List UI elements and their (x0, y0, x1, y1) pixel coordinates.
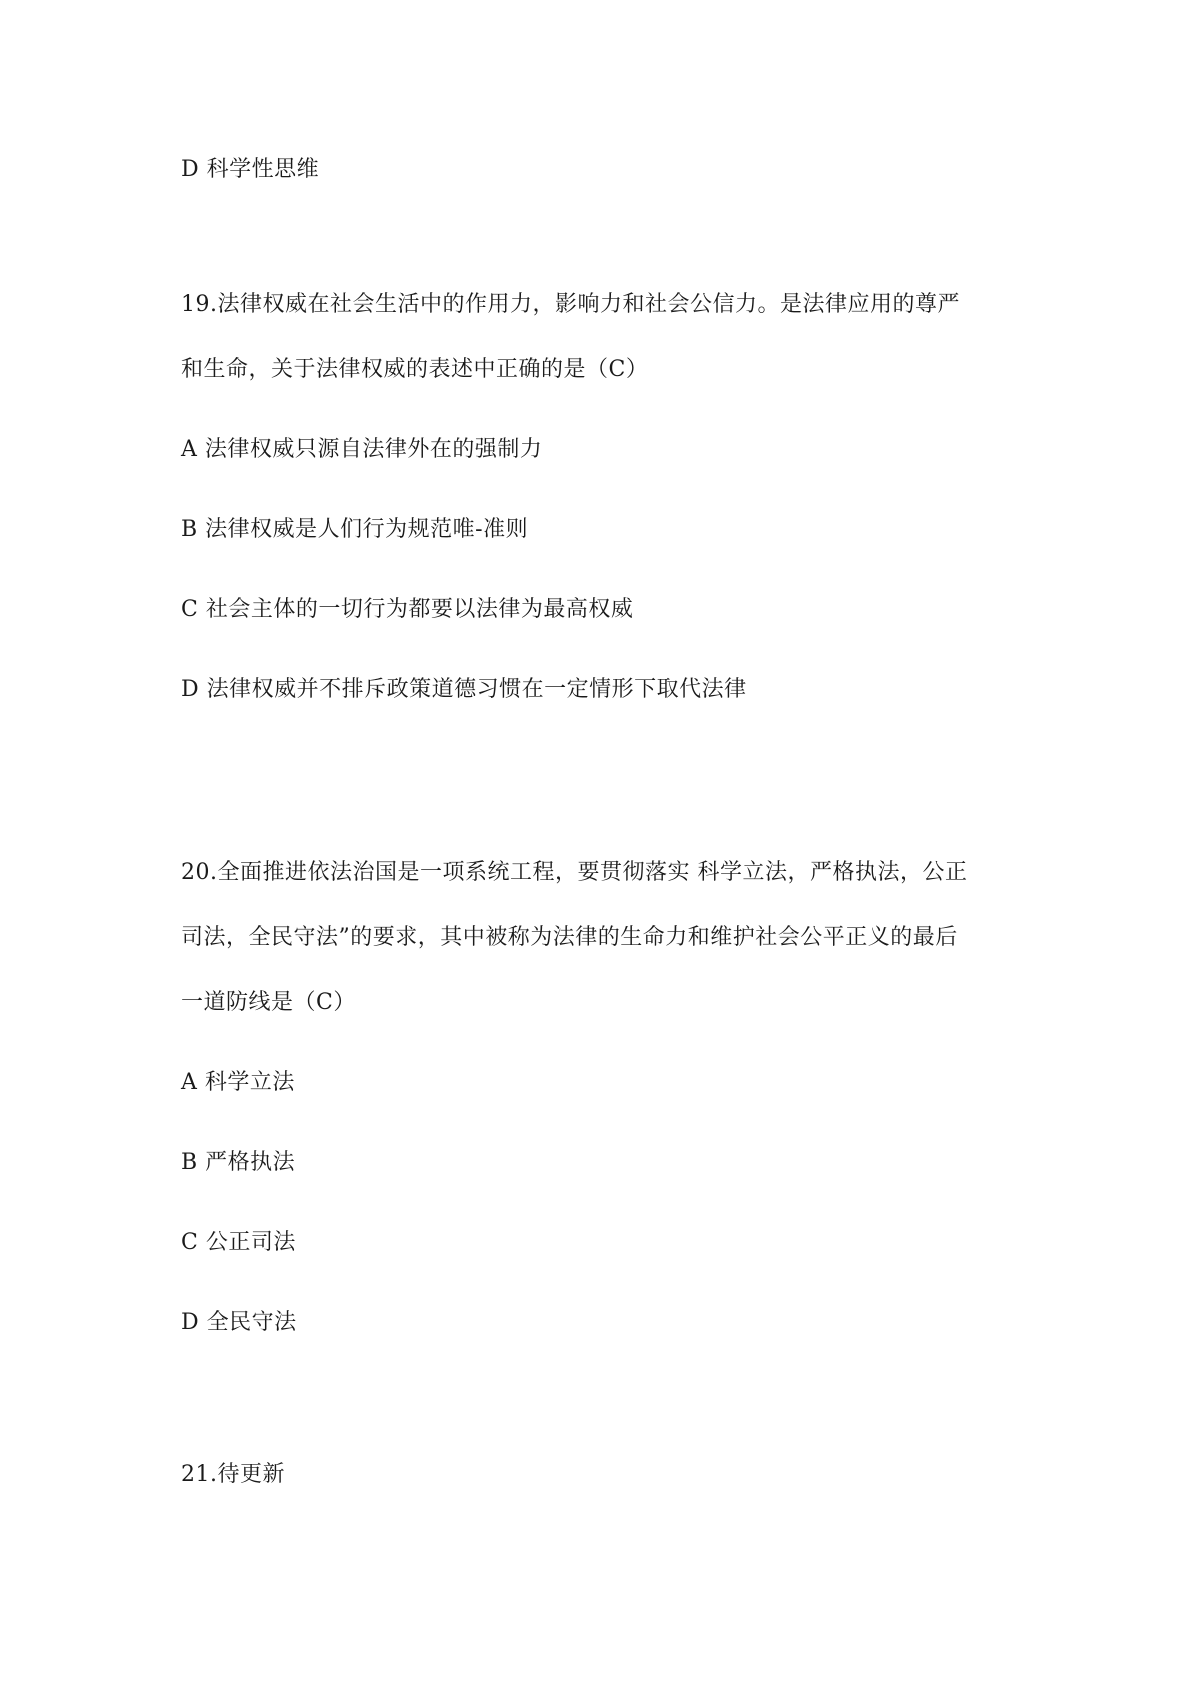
q19-option-c: C 社会主体的一切行为都要以法律为最高权威 (181, 597, 634, 622)
q20-stem-line-2: 司法，全民守法”的要求，其中被称为法律的生命力和维护社会公平正义的最后 (181, 925, 958, 950)
q21-stem: 21.待更新 (181, 1462, 285, 1487)
q19-option-d: D 法律权威并不排斥政策道德习惯在一定情形下取代法律 (181, 677, 747, 702)
q19-stem-line-1: 19.法律权威在社会生活中的作用力，影响力和社会公信力。是法律应用的尊严 (181, 292, 960, 317)
q19-option-b: B 法律权威是人们行为规范唯-准则 (181, 517, 529, 542)
q20-stem-line-3: 一道防线是（C） (181, 990, 356, 1015)
q20-stem-line-1: 20.全面推进依法治国是一项系统工程，要贯彻落实 科学立法，严格执法，公正 (181, 860, 968, 885)
q19-stem-line-2: 和生命，关于法律权威的表述中正确的是（C） (181, 357, 649, 382)
q19-option-a: A 法律权威只源自法律外在的强制力 (181, 437, 543, 462)
q20-option-c: C 公正司法 (181, 1230, 296, 1255)
q20-option-b: B 严格执法 (181, 1150, 296, 1175)
q20-option-a: A 科学立法 (181, 1070, 295, 1095)
q20-option-d: D 全民守法 (181, 1310, 297, 1335)
q18-option-d: D 科学性思维 (181, 157, 320, 182)
